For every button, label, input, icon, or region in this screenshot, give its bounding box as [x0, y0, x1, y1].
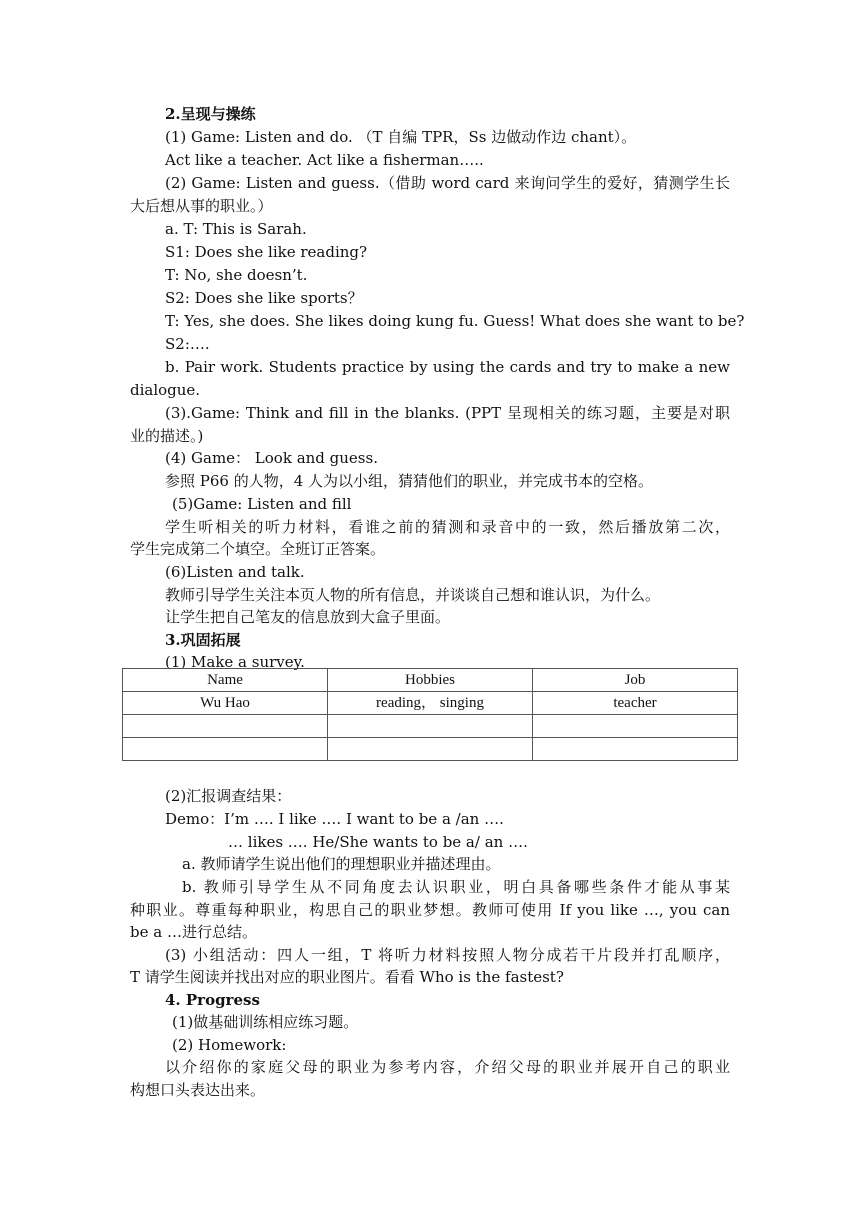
homework-line-1: 以介绍你的家庭父母的职业为参考内容，介绍父母的职业并展开自己的职业	[165, 1058, 730, 1076]
listen-and-guess-line-1: (2) Game: Listen and guess.（借助 word card 来询问学生的爱好，猜测学生长	[165, 174, 730, 192]
group-activity-line-2: T 请学生阅读并找出对应的职业图片。看看 Who is the fastest?	[130, 968, 564, 986]
dialogue-line-3: T: No, she doesn’t.	[165, 266, 308, 284]
homework-line-2: 构想口头表达出来。	[130, 1081, 266, 1099]
demo-line-1: Demo：I’m …. I like …. I want to be a /an ….	[165, 810, 504, 828]
dialogue-line-6: S2:….	[165, 335, 210, 353]
task-a: a. 教师请学生说出他们的理想职业并描述理由。	[182, 855, 501, 873]
listen-and-fill-cn-1: 学生听相关的听力材料，看谁之前的猜测和录音中的一致，然后播放第二次，	[165, 518, 730, 536]
dialogue-line-2: S1: Does she like reading?	[165, 243, 368, 261]
demo-line-2: … likes …. He/She wants to be a/ an ….	[228, 833, 528, 851]
listen-and-talk-cn-2: 让学生把自己笔友的信息放到大盒子里面。	[165, 608, 451, 626]
table-cell	[533, 715, 738, 738]
listen-and-fill-cn-2: 学生完成第二个填空。全班订正答案。	[130, 540, 386, 558]
table-row	[123, 692, 738, 715]
listen-and-talk-cn-1: 教师引导学生关注本页人物的所有信息，并谈谈自己想和谁认识，为什么。	[165, 586, 661, 604]
survey-table	[122, 668, 738, 761]
listen-and-fill: (5)Game: Listen and fill	[172, 495, 352, 513]
act-like-line: Act like a teacher. Act like a fisherman…..	[165, 151, 484, 169]
dialogue-line-5: T: Yes, she does. She likes doing kung fu. Guess! What does she want to be?	[165, 312, 745, 330]
look-and-guess: (4) Game： Look and guess.	[165, 449, 378, 467]
dialogue-line-1: a. T: This is Sarah.	[165, 220, 307, 238]
progress-item-1: (1)做基础训练相应练习题。	[172, 1013, 359, 1031]
pair-work-line-2: dialogue.	[130, 381, 201, 399]
table-header-row	[123, 669, 738, 692]
pair-work-line-1: b. Pair work. Students practice by using the cards and try to make a new	[165, 358, 730, 376]
table-cell	[328, 715, 533, 738]
listen-and-guess-line-2: 大后想从事的职业。）	[130, 197, 273, 215]
survey-title: (1) Make a survey.	[165, 653, 305, 671]
table-row	[123, 715, 738, 738]
task-b-line-2: 种职业。尊重每种职业，构思自己的职业梦想。教师可使用 If you like …, you can	[130, 901, 730, 919]
table-cell	[328, 738, 533, 761]
table-cell	[123, 715, 328, 738]
look-and-guess-cn: 参照 P66 的人物，4 人为以小组，猜猜他们的职业，并完成书本的空格。	[165, 472, 654, 490]
think-and-fill-line-2: 业的描述。)	[130, 427, 204, 445]
table-cell	[123, 738, 328, 761]
homework-label: (2) Homework:	[172, 1036, 287, 1054]
header-job: Job	[533, 669, 738, 692]
group-activity-line-1: (3) 小组活动：四人一组，T 将听力材料按照人物分成若干片段并打乱顺序，	[165, 946, 730, 964]
header-hobbies: Hobbies	[328, 669, 533, 692]
report-heading: (2)汇报调查结果：	[165, 787, 292, 805]
table-cell	[533, 738, 738, 761]
table-cell: Wu Hao	[123, 692, 328, 715]
think-and-fill-line-1: (3).Game: Think and fill in the blanks. (PPT 呈现相关的练习题，主要是对职	[165, 404, 730, 422]
task-b-line-1: b. 教师引导学生从不同角度去认识职业，明白具备哪些条件才能从事某	[182, 878, 730, 896]
section-3-heading: 3.巩固拓展	[165, 631, 241, 649]
table-cell: teacher	[533, 692, 738, 715]
section-4-heading: 4. Progress	[165, 991, 260, 1009]
activity-listen-and-do: (1) Game: Listen and do. （T 自编 TPR，Ss 边做动作边 chant）。	[165, 128, 637, 146]
table-cell: reading， singing	[328, 692, 533, 715]
dialogue-line-4: S2: Does she like sports？	[165, 289, 363, 307]
section-2-heading: 2.呈现与操练	[165, 105, 256, 123]
listen-and-talk: (6)Listen and talk.	[165, 563, 305, 581]
header-name: Name	[123, 669, 328, 692]
table-row	[123, 738, 738, 761]
task-b-line-3: be a …进行总结。	[130, 923, 257, 941]
